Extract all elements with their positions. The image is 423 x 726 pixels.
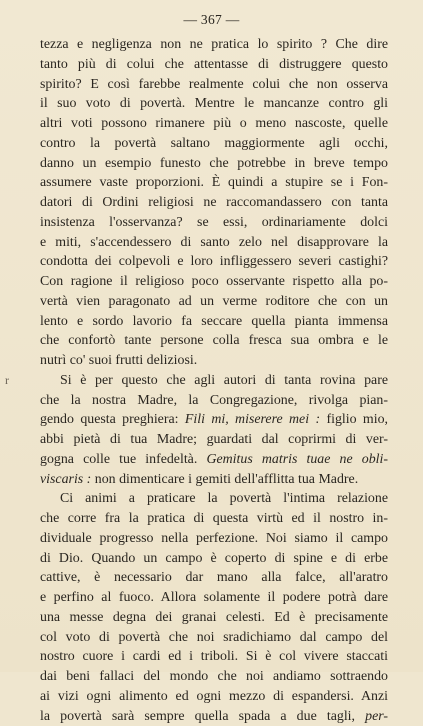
text-line <box>40 450 388 470</box>
body-text <box>40 35 388 726</box>
text-line: che la nostra Madre, la Congregazione, rivolga pian- <box>40 391 388 411</box>
text-line: e miti, s'accendessero di santo zelo nel disapprovare la <box>40 233 388 253</box>
text-line: che confortò tante persone colla fresca sua ombra e le <box>40 331 388 351</box>
text-line: cattive, è necessario dar mano alla falce, all'aratro <box>40 568 388 588</box>
text-line: Si è per questo che agli autori di tanta rovina pare <box>40 371 388 391</box>
text-line: datori di Ordini religiosi ne raccomandassero con tanta <box>40 193 388 213</box>
page-number: — 367 — <box>0 12 423 28</box>
text-line: una messe degna dei granai celesti. Ed è precisamente <box>40 608 388 628</box>
text-run: figlio mio, <box>320 412 388 427</box>
text-run: gendo questa preghiera: <box>40 412 185 427</box>
text-line: insistenza l'osservanza? se essi, ordinariamente dolci <box>40 213 388 233</box>
latin-quote: per- <box>365 709 388 724</box>
text-line: assumere vaste proporzioni. È quindi a stupire se i Fon- <box>40 173 388 193</box>
text-line <box>40 410 388 430</box>
text-line: tanto più di colui che attentasse di distruggere questo <box>40 55 388 75</box>
text-line: contro la povertà saltano maggiormente agli occhi, <box>40 134 388 154</box>
text-run: non dimenticare i gemiti dell'afflitta tua Madre. <box>91 472 358 487</box>
margin-mark: r <box>5 373 9 388</box>
text-run: gogna colle tue infedeltà. <box>40 452 206 467</box>
text-run: la povertà sarà sempre quella spada a due tagli, <box>40 709 365 724</box>
text-line: Ci animi a praticare la povertà l'intima relazione <box>40 489 388 509</box>
text-line: vertà vien paragonato ad un verme roditore che con un <box>40 292 388 312</box>
text-line: il suo voto di povertà. Mentre le mancanze contro gli <box>40 94 388 114</box>
text-line: e perfino al fuoco. Allora solamente il podere potrà dare <box>40 588 388 608</box>
text-line: di Dio. Quando un campo è coperto di spine e di erbe <box>40 549 388 569</box>
text-line <box>40 470 388 490</box>
text-line: che corre fra la pratica di questa virtù ed il nostro in- <box>40 509 388 529</box>
text-line <box>40 707 388 726</box>
text-line: altri voti possono rimanere più o meno nascoste, quelle <box>40 114 388 134</box>
text-line: abbi pietà di tua Madre; guardati dal coprirmi di ver- <box>40 430 388 450</box>
text-line: lento e sordo lavorio fa seccare quella pianta immensa <box>40 312 388 332</box>
text-line: dividuale progresso nella perfezione. Noi siamo il campo <box>40 529 388 549</box>
text-line: nutrì co' suoi frutti deliziosi. <box>40 351 388 371</box>
latin-quote: Gemitus matris tuae ne obli- <box>206 452 388 467</box>
text-line: Con ragione il religioso poco osservante rispetto alla po- <box>40 272 388 292</box>
text-line: tezza e negligenza non ne pratica lo spirito ? Che dire <box>40 35 388 55</box>
text-line: spirito? E così farebbe realmente colui che non osserva <box>40 75 388 95</box>
latin-quote: viscaris : <box>40 472 91 487</box>
text-line: condotta dei colpevoli e loro infliggessero severi castighi? <box>40 252 388 272</box>
latin-quote: Fili mi, miserere mei : <box>185 412 320 427</box>
text-line: col voto di povertà che noi sradichiamo dal campo del <box>40 628 388 648</box>
text-line: dai beni fallaci del mondo che noi andiamo sottraendo <box>40 667 388 687</box>
text-line: danno un esempio funesto che potrebbe in breve tempo <box>40 154 388 174</box>
text-line: ai vizi ogni alimento ed ogni mezzo di espandersi. Anzi <box>40 687 388 707</box>
text-line: nostro cuore i cardi ed i triboli. Si è col vivere staccati <box>40 647 388 667</box>
